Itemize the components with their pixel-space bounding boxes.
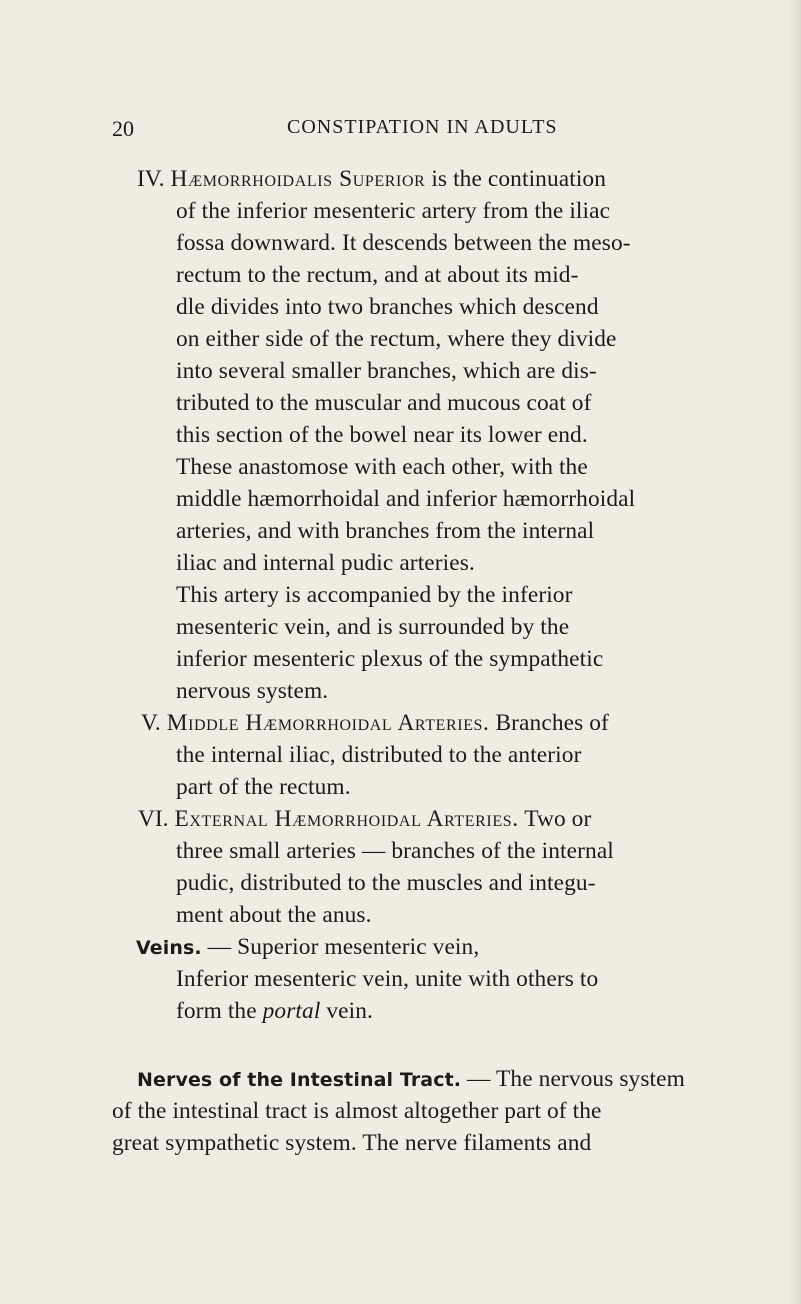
nerves-line-1-text: — The nervous system: [461, 1066, 685, 1092]
running-head: CONSTIPATION IN ADULTS: [287, 116, 558, 138]
section-iv-line-4: rectum to the rectum, and at about its mid-: [176, 262, 579, 288]
veins-label: Veins.: [136, 937, 202, 959]
section-v-line-1: [141, 707, 609, 739]
section-iv-line-7: into several smaller branches, which are dis-: [176, 358, 597, 384]
section-iv-line-5: dle divides into two branches which descend: [176, 294, 599, 320]
portal-italic: portal: [262, 998, 321, 1024]
section-iv-line-12: arteries, and with branches from the internal: [176, 518, 595, 544]
veins-line-3-a: form the: [176, 998, 263, 1024]
page-number: 20: [112, 116, 134, 141]
veins-line-3: [176, 995, 373, 1027]
nerves-line-3: great sympathetic system. The nerve filaments and: [112, 1130, 592, 1156]
page-edge-shadow: [789, 0, 801, 1304]
page-header: [112, 116, 582, 146]
veins-line-1: [136, 931, 479, 964]
section-v-line-2: the internal iliac, distributed to the anterior: [176, 742, 582, 768]
section-iv-line-2: of the inferior mesenteric artery from the iliac: [176, 198, 611, 224]
section-iv-line-15: mesenteric vein, and is surrounded by the: [176, 614, 570, 640]
section-vi-line-4: ment about the anus.: [176, 902, 372, 928]
section-vi-number: VI.: [138, 806, 169, 832]
section-iv-line-17: nervous system.: [176, 678, 329, 704]
section-iv-line-9: this section of the bowel near its lower end.: [176, 422, 588, 448]
section-iv-line-13: iliac and internal pudic arteries.: [176, 550, 475, 576]
section-iv-line-6: on either side of the rectum, where they divide: [176, 326, 617, 352]
section-v-title: Middle Hæmorrhoidal Arteries.: [166, 710, 490, 736]
section-iv-line-11: middle hæmorrhoidal and inferior hæmorrhoidal: [176, 486, 636, 512]
section-iv-line-16: inferior mesenteric plexus of the sympathetic: [176, 646, 604, 672]
section-vi-title: External Hæmorrhoidal Arteries.: [174, 806, 519, 832]
section-iv-line-8: tributed to the muscular and mucous coat of: [176, 390, 592, 416]
veins-line-1-text: — Superior mesenteric vein,: [201, 934, 480, 960]
nerves-line-1: [137, 1063, 685, 1096]
veins-line-2: Inferior mesenteric vein, unite with others to: [176, 966, 599, 992]
nerves-line-2: of the intestinal tract is almost altogether part of the: [112, 1098, 602, 1124]
section-iv-line-1-text: is the continuation: [425, 166, 607, 192]
section-iv-line-1: [137, 163, 606, 195]
section-vi-line-1-text: Two or: [518, 806, 592, 832]
section-iv-line-10: These anastomose with each other, with the: [176, 454, 588, 480]
section-vi-line-1: [138, 803, 591, 835]
section-iv-line-3: fossa downward. It descends between the meso-: [176, 230, 631, 256]
nerves-heading: Nerves of the Intestinal Tract.: [137, 1069, 462, 1091]
section-v-number: V.: [141, 710, 161, 736]
section-iv-number: IV.: [137, 166, 165, 192]
section-v-line-1-text: Branches of: [489, 710, 609, 736]
section-vi-line-3: pudic, distributed to the muscles and integu-: [176, 870, 596, 896]
section-v-line-3: part of the rectum.: [176, 774, 351, 800]
section-vi-line-2: three small arteries — branches of the internal: [176, 838, 614, 864]
veins-line-3-b: vein.: [320, 998, 374, 1024]
section-iv-line-14: This artery is accompanied by the inferior: [176, 582, 573, 608]
section-iv-title: Hæmorrhoidalis Superior: [170, 166, 426, 192]
